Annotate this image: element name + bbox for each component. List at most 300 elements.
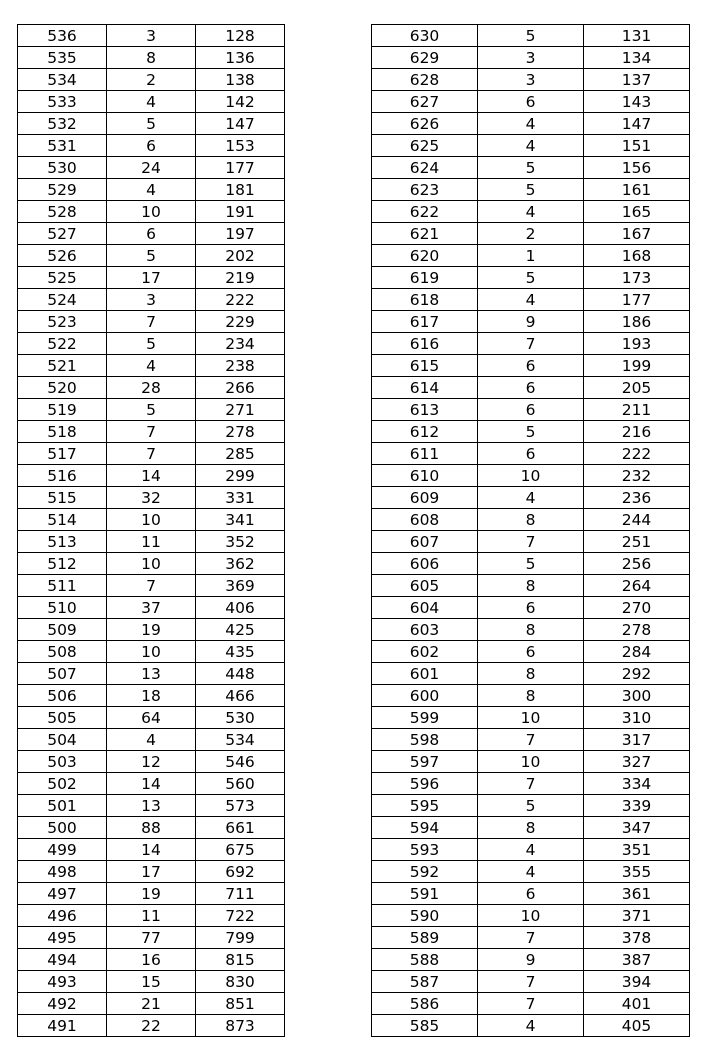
count-cell: 14 bbox=[107, 839, 196, 861]
cumulative-cell: 873 bbox=[196, 1015, 285, 1037]
count-cell: 4 bbox=[478, 113, 584, 135]
score-cell: 533 bbox=[18, 91, 107, 113]
cumulative-cell: 675 bbox=[196, 839, 285, 861]
table-row bbox=[372, 47, 690, 69]
table-row bbox=[372, 927, 690, 949]
table-row bbox=[372, 245, 690, 267]
table-row bbox=[18, 157, 285, 179]
score-cell: 607 bbox=[372, 531, 478, 553]
table-row bbox=[372, 861, 690, 883]
cumulative-cell: 177 bbox=[584, 289, 690, 311]
table-row bbox=[372, 993, 690, 1015]
score-cell: 519 bbox=[18, 399, 107, 421]
count-cell: 6 bbox=[478, 91, 584, 113]
count-cell: 7 bbox=[478, 333, 584, 355]
count-cell: 10 bbox=[478, 707, 584, 729]
score-table-right bbox=[371, 24, 690, 1037]
cumulative-cell: 341 bbox=[196, 509, 285, 531]
table-row bbox=[18, 729, 285, 751]
table-row bbox=[372, 157, 690, 179]
score-table-left-body bbox=[18, 25, 285, 1037]
cumulative-cell: 560 bbox=[196, 773, 285, 795]
table-row bbox=[372, 135, 690, 157]
cumulative-cell: 244 bbox=[584, 509, 690, 531]
count-cell: 2 bbox=[478, 223, 584, 245]
cumulative-cell: 251 bbox=[584, 531, 690, 553]
cumulative-cell: 142 bbox=[196, 91, 285, 113]
score-cell: 586 bbox=[372, 993, 478, 1015]
score-cell: 597 bbox=[372, 751, 478, 773]
count-cell: 3 bbox=[107, 289, 196, 311]
count-cell: 7 bbox=[478, 773, 584, 795]
table-row bbox=[18, 575, 285, 597]
score-cell: 534 bbox=[18, 69, 107, 91]
count-cell: 4 bbox=[478, 1015, 584, 1037]
cumulative-cell: 232 bbox=[584, 465, 690, 487]
cumulative-cell: 193 bbox=[584, 333, 690, 355]
table-row bbox=[18, 883, 285, 905]
table-row bbox=[18, 311, 285, 333]
score-cell: 532 bbox=[18, 113, 107, 135]
cumulative-cell: 355 bbox=[584, 861, 690, 883]
count-cell: 5 bbox=[478, 267, 584, 289]
cumulative-cell: 205 bbox=[584, 377, 690, 399]
score-cell: 503 bbox=[18, 751, 107, 773]
score-cell: 591 bbox=[372, 883, 478, 905]
table-row bbox=[18, 113, 285, 135]
cumulative-cell: 266 bbox=[196, 377, 285, 399]
table-row bbox=[372, 531, 690, 553]
cumulative-cell: 156 bbox=[584, 157, 690, 179]
table-row bbox=[372, 553, 690, 575]
table-row bbox=[18, 773, 285, 795]
cumulative-cell: 128 bbox=[196, 25, 285, 47]
table-row bbox=[372, 69, 690, 91]
cumulative-cell: 425 bbox=[196, 619, 285, 641]
score-cell: 491 bbox=[18, 1015, 107, 1037]
cumulative-cell: 161 bbox=[584, 179, 690, 201]
count-cell: 15 bbox=[107, 971, 196, 993]
cumulative-cell: 138 bbox=[196, 69, 285, 91]
table-row bbox=[18, 91, 285, 113]
count-cell: 10 bbox=[478, 465, 584, 487]
score-cell: 603 bbox=[372, 619, 478, 641]
count-cell: 64 bbox=[107, 707, 196, 729]
count-cell: 2 bbox=[107, 69, 196, 91]
count-cell: 5 bbox=[107, 245, 196, 267]
score-cell: 506 bbox=[18, 685, 107, 707]
table-row bbox=[18, 707, 285, 729]
score-cell: 608 bbox=[372, 509, 478, 531]
table-row bbox=[18, 509, 285, 531]
score-cell: 499 bbox=[18, 839, 107, 861]
count-cell: 8 bbox=[478, 663, 584, 685]
score-cell: 493 bbox=[18, 971, 107, 993]
count-cell: 10 bbox=[107, 509, 196, 531]
score-cell: 505 bbox=[18, 707, 107, 729]
cumulative-cell: 197 bbox=[196, 223, 285, 245]
table-row bbox=[18, 25, 285, 47]
table-row bbox=[18, 201, 285, 223]
cumulative-cell: 219 bbox=[196, 267, 285, 289]
score-cell: 600 bbox=[372, 685, 478, 707]
score-cell: 630 bbox=[372, 25, 478, 47]
score-cell: 596 bbox=[372, 773, 478, 795]
count-cell: 8 bbox=[107, 47, 196, 69]
count-cell: 21 bbox=[107, 993, 196, 1015]
count-cell: 4 bbox=[107, 179, 196, 201]
count-cell: 17 bbox=[107, 861, 196, 883]
count-cell: 32 bbox=[107, 487, 196, 509]
table-row bbox=[18, 333, 285, 355]
score-cell: 598 bbox=[372, 729, 478, 751]
table-row bbox=[372, 25, 690, 47]
table-row bbox=[18, 597, 285, 619]
table-row bbox=[372, 355, 690, 377]
table-row bbox=[18, 355, 285, 377]
count-cell: 10 bbox=[107, 201, 196, 223]
cumulative-cell: 351 bbox=[584, 839, 690, 861]
score-cell: 523 bbox=[18, 311, 107, 333]
cumulative-cell: 711 bbox=[196, 883, 285, 905]
score-cell: 606 bbox=[372, 553, 478, 575]
count-cell: 10 bbox=[478, 905, 584, 927]
count-cell: 19 bbox=[107, 619, 196, 641]
table-row bbox=[372, 663, 690, 685]
table-row bbox=[18, 795, 285, 817]
score-cell: 504 bbox=[18, 729, 107, 751]
table-row bbox=[372, 707, 690, 729]
table-row bbox=[18, 751, 285, 773]
cumulative-cell: 815 bbox=[196, 949, 285, 971]
score-cell: 511 bbox=[18, 575, 107, 597]
count-cell: 4 bbox=[478, 135, 584, 157]
score-cell: 620 bbox=[372, 245, 478, 267]
count-cell: 28 bbox=[107, 377, 196, 399]
table-row bbox=[372, 377, 690, 399]
score-cell: 585 bbox=[372, 1015, 478, 1037]
score-cell: 501 bbox=[18, 795, 107, 817]
cumulative-cell: 317 bbox=[584, 729, 690, 751]
cumulative-cell: 177 bbox=[196, 157, 285, 179]
count-cell: 8 bbox=[478, 509, 584, 531]
score-cell: 619 bbox=[372, 267, 478, 289]
count-cell: 8 bbox=[478, 619, 584, 641]
table-row bbox=[18, 531, 285, 553]
table-row bbox=[372, 179, 690, 201]
table-row bbox=[372, 223, 690, 245]
table-row bbox=[18, 399, 285, 421]
cumulative-cell: 347 bbox=[584, 817, 690, 839]
cumulative-cell: 199 bbox=[584, 355, 690, 377]
cumulative-cell: 278 bbox=[584, 619, 690, 641]
score-cell: 508 bbox=[18, 641, 107, 663]
table-row bbox=[18, 927, 285, 949]
table-row bbox=[18, 223, 285, 245]
score-cell: 609 bbox=[372, 487, 478, 509]
cumulative-cell: 222 bbox=[196, 289, 285, 311]
cumulative-cell: 466 bbox=[196, 685, 285, 707]
cumulative-cell: 361 bbox=[584, 883, 690, 905]
table-row bbox=[372, 685, 690, 707]
table-row bbox=[18, 69, 285, 91]
table-row bbox=[18, 245, 285, 267]
count-cell: 4 bbox=[107, 91, 196, 113]
count-cell: 6 bbox=[107, 223, 196, 245]
cumulative-cell: 256 bbox=[584, 553, 690, 575]
table-row bbox=[18, 553, 285, 575]
count-cell: 3 bbox=[107, 25, 196, 47]
cumulative-cell: 131 bbox=[584, 25, 690, 47]
cumulative-cell: 216 bbox=[584, 421, 690, 443]
score-cell: 595 bbox=[372, 795, 478, 817]
count-cell: 8 bbox=[478, 575, 584, 597]
score-cell: 588 bbox=[372, 949, 478, 971]
count-cell: 5 bbox=[478, 25, 584, 47]
table-row bbox=[18, 487, 285, 509]
table-row bbox=[18, 861, 285, 883]
cumulative-cell: 362 bbox=[196, 553, 285, 575]
table-row bbox=[18, 289, 285, 311]
cumulative-cell: 573 bbox=[196, 795, 285, 817]
count-cell: 13 bbox=[107, 663, 196, 685]
table-row bbox=[372, 113, 690, 135]
score-cell: 496 bbox=[18, 905, 107, 927]
cumulative-cell: 310 bbox=[584, 707, 690, 729]
table-row bbox=[372, 399, 690, 421]
cumulative-cell: 264 bbox=[584, 575, 690, 597]
table-row bbox=[372, 971, 690, 993]
score-cell: 518 bbox=[18, 421, 107, 443]
cumulative-cell: 137 bbox=[584, 69, 690, 91]
score-cell: 622 bbox=[372, 201, 478, 223]
score-cell: 528 bbox=[18, 201, 107, 223]
count-cell: 7 bbox=[478, 971, 584, 993]
table-row bbox=[18, 685, 285, 707]
score-cell: 525 bbox=[18, 267, 107, 289]
score-cell: 614 bbox=[372, 377, 478, 399]
table-row bbox=[18, 421, 285, 443]
cumulative-cell: 147 bbox=[584, 113, 690, 135]
score-cell: 590 bbox=[372, 905, 478, 927]
count-cell: 4 bbox=[478, 861, 584, 883]
table-row bbox=[372, 751, 690, 773]
score-cell: 618 bbox=[372, 289, 478, 311]
score-cell: 510 bbox=[18, 597, 107, 619]
score-cell: 604 bbox=[372, 597, 478, 619]
count-cell: 6 bbox=[478, 377, 584, 399]
cumulative-cell: 830 bbox=[196, 971, 285, 993]
table-row bbox=[18, 267, 285, 289]
cumulative-cell: 284 bbox=[584, 641, 690, 663]
cumulative-cell: 327 bbox=[584, 751, 690, 773]
score-cell: 610 bbox=[372, 465, 478, 487]
count-cell: 5 bbox=[107, 333, 196, 355]
cumulative-cell: 394 bbox=[584, 971, 690, 993]
score-cell: 602 bbox=[372, 641, 478, 663]
cumulative-cell: 378 bbox=[584, 927, 690, 949]
count-cell: 11 bbox=[107, 531, 196, 553]
count-cell: 3 bbox=[478, 69, 584, 91]
cumulative-cell: 692 bbox=[196, 861, 285, 883]
table-row bbox=[18, 1015, 285, 1037]
count-cell: 7 bbox=[107, 311, 196, 333]
table-row bbox=[372, 487, 690, 509]
count-cell: 7 bbox=[478, 729, 584, 751]
table-row bbox=[18, 47, 285, 69]
score-cell: 593 bbox=[372, 839, 478, 861]
score-cell: 629 bbox=[372, 47, 478, 69]
count-cell: 6 bbox=[478, 399, 584, 421]
table-row bbox=[372, 509, 690, 531]
table-row bbox=[18, 443, 285, 465]
table-row bbox=[372, 619, 690, 641]
count-cell: 4 bbox=[478, 839, 584, 861]
count-cell: 6 bbox=[107, 135, 196, 157]
cumulative-cell: 401 bbox=[584, 993, 690, 1015]
count-cell: 9 bbox=[478, 949, 584, 971]
count-cell: 22 bbox=[107, 1015, 196, 1037]
table-row bbox=[18, 949, 285, 971]
cumulative-cell: 339 bbox=[584, 795, 690, 817]
score-cell: 498 bbox=[18, 861, 107, 883]
score-cell: 599 bbox=[372, 707, 478, 729]
score-cell: 589 bbox=[372, 927, 478, 949]
score-cell: 514 bbox=[18, 509, 107, 531]
cumulative-cell: 143 bbox=[584, 91, 690, 113]
count-cell: 5 bbox=[478, 179, 584, 201]
cumulative-cell: 546 bbox=[196, 751, 285, 773]
table-row bbox=[372, 1015, 690, 1037]
score-cell: 520 bbox=[18, 377, 107, 399]
cumulative-cell: 530 bbox=[196, 707, 285, 729]
count-cell: 8 bbox=[478, 817, 584, 839]
table-row bbox=[372, 311, 690, 333]
table-row bbox=[372, 817, 690, 839]
count-cell: 5 bbox=[478, 553, 584, 575]
count-cell: 14 bbox=[107, 465, 196, 487]
count-cell: 7 bbox=[107, 575, 196, 597]
score-cell: 592 bbox=[372, 861, 478, 883]
cumulative-cell: 271 bbox=[196, 399, 285, 421]
score-table-right-body bbox=[372, 25, 690, 1037]
table-row bbox=[372, 575, 690, 597]
table-row bbox=[18, 619, 285, 641]
score-cell: 502 bbox=[18, 773, 107, 795]
score-cell: 526 bbox=[18, 245, 107, 267]
count-cell: 7 bbox=[107, 443, 196, 465]
cumulative-cell: 661 bbox=[196, 817, 285, 839]
table-row bbox=[372, 597, 690, 619]
table-row bbox=[18, 971, 285, 993]
count-cell: 5 bbox=[478, 421, 584, 443]
score-cell: 611 bbox=[372, 443, 478, 465]
score-cell: 515 bbox=[18, 487, 107, 509]
cumulative-cell: 851 bbox=[196, 993, 285, 1015]
score-cell: 522 bbox=[18, 333, 107, 355]
table-row bbox=[372, 949, 690, 971]
score-cell: 527 bbox=[18, 223, 107, 245]
score-cell: 617 bbox=[372, 311, 478, 333]
table-row bbox=[372, 289, 690, 311]
table-row bbox=[18, 641, 285, 663]
count-cell: 13 bbox=[107, 795, 196, 817]
cumulative-cell: 167 bbox=[584, 223, 690, 245]
cumulative-cell: 229 bbox=[196, 311, 285, 333]
cumulative-cell: 352 bbox=[196, 531, 285, 553]
cumulative-cell: 136 bbox=[196, 47, 285, 69]
cumulative-cell: 371 bbox=[584, 905, 690, 927]
cumulative-cell: 300 bbox=[584, 685, 690, 707]
score-cell: 621 bbox=[372, 223, 478, 245]
count-cell: 14 bbox=[107, 773, 196, 795]
count-cell: 7 bbox=[478, 531, 584, 553]
count-cell: 4 bbox=[107, 355, 196, 377]
count-cell: 24 bbox=[107, 157, 196, 179]
cumulative-cell: 234 bbox=[196, 333, 285, 355]
count-cell: 10 bbox=[478, 751, 584, 773]
count-cell: 5 bbox=[107, 113, 196, 135]
table-row bbox=[18, 663, 285, 685]
count-cell: 5 bbox=[478, 157, 584, 179]
score-cell: 517 bbox=[18, 443, 107, 465]
score-cell: 601 bbox=[372, 663, 478, 685]
count-cell: 6 bbox=[478, 597, 584, 619]
cumulative-cell: 168 bbox=[584, 245, 690, 267]
table-row bbox=[18, 839, 285, 861]
score-cell: 524 bbox=[18, 289, 107, 311]
count-cell: 77 bbox=[107, 927, 196, 949]
count-cell: 12 bbox=[107, 751, 196, 773]
score-cell: 492 bbox=[18, 993, 107, 1015]
count-cell: 7 bbox=[478, 993, 584, 1015]
score-cell: 628 bbox=[372, 69, 478, 91]
cumulative-cell: 134 bbox=[584, 47, 690, 69]
cumulative-cell: 147 bbox=[196, 113, 285, 135]
count-cell: 7 bbox=[107, 421, 196, 443]
cumulative-cell: 186 bbox=[584, 311, 690, 333]
score-cell: 494 bbox=[18, 949, 107, 971]
table-row bbox=[18, 817, 285, 839]
score-cell: 594 bbox=[372, 817, 478, 839]
table-row bbox=[372, 641, 690, 663]
cumulative-cell: 153 bbox=[196, 135, 285, 157]
cumulative-cell: 799 bbox=[196, 927, 285, 949]
count-cell: 5 bbox=[107, 399, 196, 421]
cumulative-cell: 369 bbox=[196, 575, 285, 597]
cumulative-cell: 331 bbox=[196, 487, 285, 509]
count-cell: 17 bbox=[107, 267, 196, 289]
table-row bbox=[18, 993, 285, 1015]
cumulative-cell: 173 bbox=[584, 267, 690, 289]
count-cell: 3 bbox=[478, 47, 584, 69]
count-cell: 6 bbox=[478, 883, 584, 905]
cumulative-cell: 181 bbox=[196, 179, 285, 201]
score-cell: 516 bbox=[18, 465, 107, 487]
count-cell: 10 bbox=[107, 641, 196, 663]
count-cell: 4 bbox=[478, 487, 584, 509]
score-cell: 507 bbox=[18, 663, 107, 685]
table-row bbox=[372, 91, 690, 113]
cumulative-cell: 211 bbox=[584, 399, 690, 421]
score-cell: 612 bbox=[372, 421, 478, 443]
score-cell: 495 bbox=[18, 927, 107, 949]
cumulative-cell: 151 bbox=[584, 135, 690, 157]
cumulative-cell: 270 bbox=[584, 597, 690, 619]
score-cell: 497 bbox=[18, 883, 107, 905]
table-row bbox=[372, 443, 690, 465]
count-cell: 19 bbox=[107, 883, 196, 905]
